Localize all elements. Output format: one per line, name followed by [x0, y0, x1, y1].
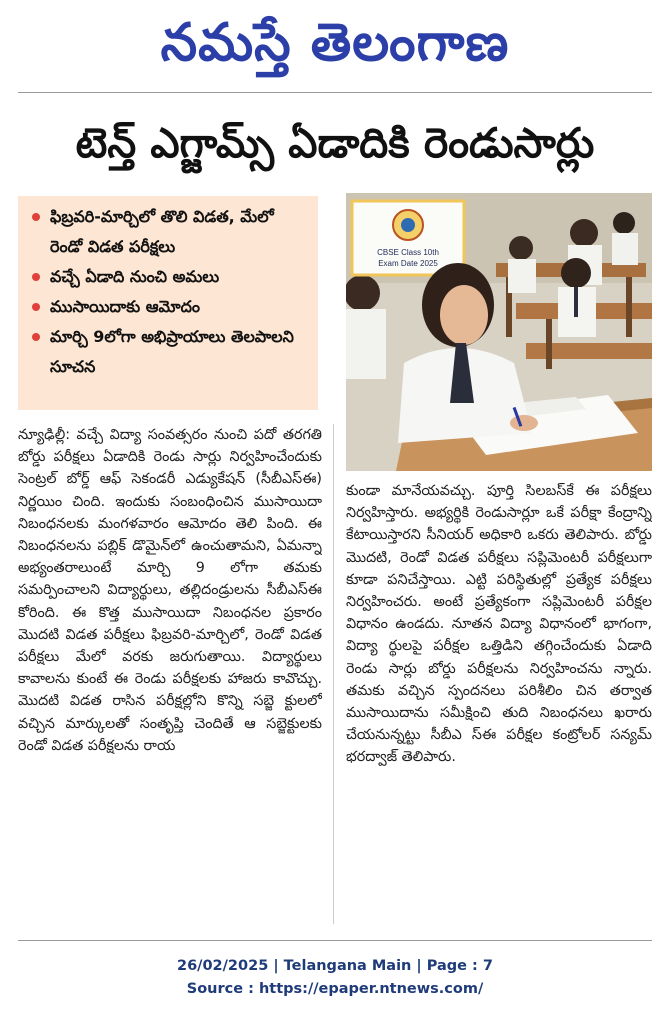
highlight-item [32, 322, 308, 382]
highlights-box [18, 196, 318, 410]
highlight-text: ఫిబ్రవరి-మార్చిలో తొలి విడత, మేలో రెండో విడత పరీక్షలు [50, 207, 274, 256]
edition-info: 26/02/2025 | Telangana Main | Page : 7 [176, 958, 493, 974]
highlight-item [32, 262, 308, 292]
source-link[interactable]: Source : https://epaper.ntnews.com/ [186, 981, 484, 997]
article-column-2: కుండా మానేయవచ్చు. పూర్తి సిలబస్‌కే ఈ పరీక్షలు నిర్వహిస్తారు. అభ్యర్థికి రెండుసార్లూ ఒకే పరీక్షా కేంద్రాన్ని కేటాయిస్తారని సీనియర్ అధికారి ఒకరు తెలిపారు. బోర్డు మొదటి, రెండో విడత పరీక్షలు సప్లిమెంటరీ పరీక్షలుగా కూడా పనిచేస్తాయి. ఎట్టి పరిస్థితుల్లో ప్రత్యేక పరీక్షలు నిర్వహించరు. అంటే ప్రత్యేకంగా సప్లిమెంటరీ పరీక్షల విధానం ఉండదు. నూతన విద్యా విధానంలో భాగంగా, విద్యా ర్థులపై పరీక్షల ఒత్తిడిని తగ్గించేందుకు ఏడాది రెండు సార్లు బోర్డు పరీక్షలను నిర్వహించను న్నారు. తమకు వచ్చిన స్పందనలు పరిశీలిం చిన తర్వాత ముసాయిదాను సమీక్షించి తుది నిబంధనలు ఖరారు చేయనున్నట్టు సీబీఎ స్ఈ పరీక్షల కంట్రోలర్ సన్యమ్ భరద్వాజ్ తెలిపారు. [346, 483, 652, 766]
red-bullet-icon [32, 213, 40, 221]
highlight-text: వచ్చే ఏడాది నుంచి అమలు [50, 267, 220, 286]
highlight-item [32, 202, 308, 262]
red-bullet-icon [32, 303, 40, 311]
footer-divider [18, 940, 652, 941]
newspaper-masthead: నమస్తే తెలంగాణ [160, 12, 510, 73]
exam-hall-photo [346, 193, 652, 471]
highlight-item [32, 292, 308, 322]
article-headline: టెన్త్ ఎగ్జామ్స్ ఏడాదికి రెండుసార్లు [75, 119, 595, 167]
highlights-list [32, 202, 308, 382]
article-column-1: న్యూఢిల్లీ: వచ్చే విద్యా సంవత్సరం నుంచి పదో తరగతి బోర్డు పరీక్షలు ఏడాదికి రెండు సార్లు నిర్వహించేందుకు సెంట్రల్ బోర్డ్ ఆఫ్ సెకండరీ ఎడ్యుకేషన్ (సీబీఎస్ఈ) నిర్ణయిం చింది. ఇందుకు సంబంధించిన ముసాయిదా నిబంధనలకు మంగళవారం ఆమోదం తెలి పింది. ఈ నిబంధనలను పబ్లిక్ డొమైన్‌లో ఉంచుతామని, ఏమన్నా అభ్యంతరాలుంటే మార్చి 9 లోగా తమకు సమర్పించాలని విద్యార్థులు, తల్లిదండ్రులను సీబీఎస్ఈ కోరింది. ఈ కొత్త ముసాయిదా నిబంధనల ప్రకారం మొదటి విడత పరీక్షలు ఫిబ్రవరి-మార్చిలో, రెండో విడత పరీక్షలు మేలో వరకు జరుగుతాయి. విద్యార్థులు కావాలను కుంటే ఈ రెండు పరీక్షలకు హాజరు కావొచ్చు. మొదటి విడత రాసిన పరీక్షల్లోని కొన్ని సబ్జె క్టులలో వచ్చిన మార్కులతో సంతృప్తి చెందితే ఆ సబ్జెక్టులకు రెండో విడత పరీక్షలను రాయ [18, 427, 322, 754]
red-bullet-icon [32, 333, 40, 341]
highlight-text: మార్చి 9లోగా అభిప్రాయాలు తెలపాలని సూచన [50, 327, 294, 376]
highlight-text: ముసాయిదాకు ఆమోదం [50, 297, 200, 316]
column-divider [333, 424, 334, 924]
red-bullet-icon [32, 273, 40, 281]
photo-board-line1: CBSE Class 10th [377, 248, 439, 257]
masthead-divider [18, 92, 652, 93]
photo-board-line2: Exam Date 2025 [378, 259, 438, 268]
